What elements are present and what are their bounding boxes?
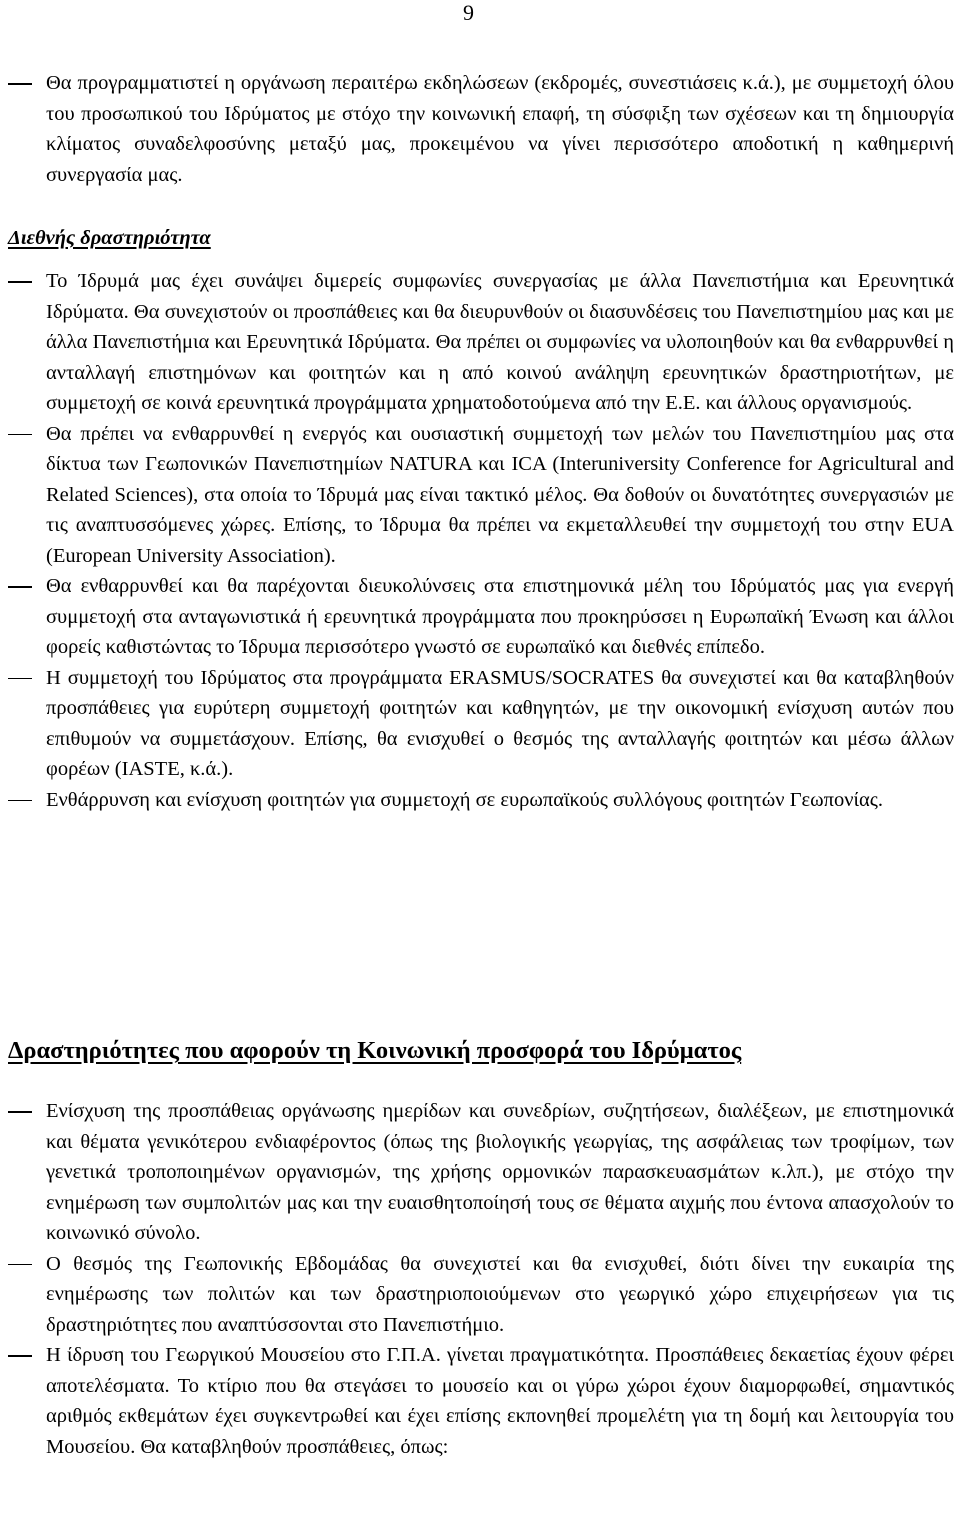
section-heading-international: Διεθνής δραστηριότητα bbox=[8, 227, 211, 249]
bullet-text: Ο θεσμός της Γεωπονικής Εβδομάδας θα συνεχιστεί και θα ενισχυθεί, διότι δίνει την ευκαιρία της ενημέρωσης των πολιτών και των δραστηριοποιούμενων στο γεωργικό χώρο επιχειρήσεων για τις δραστηριότητες που αναπτύσσονται στο Πανεπιστήμιο. bbox=[46, 1252, 954, 1336]
social-section bbox=[8, 1096, 954, 1462]
social-bullet-list bbox=[8, 1096, 954, 1462]
intro-bullet-list bbox=[8, 68, 954, 190]
intro-section bbox=[8, 68, 954, 190]
page-number: 9 bbox=[463, 0, 474, 25]
list-item bbox=[8, 1340, 954, 1462]
list-item bbox=[8, 785, 954, 816]
bullet-text: Θα πρέπει να ενθαρρυνθεί η ενεργός και ουσιαστική συμμετοχή των μελών του Πανεπιστημίου μας στα δίκτυα των Γεωπονικών Πανεπιστημίων NATURA και ICA (Interuniversity Conference for Agricultural and Related Sciences), στα οποία το Ίδρυμά μας είναι τακτικό μέλος. Θα δοθούν οι δυνατότητες συνεργασιών με τις αναπτυσσόμενες χώρες. Επίσης, το Ίδρυμα θα πρέπει να εκμεταλλευθεί την συμμετοχή του στην EUA (European University Association). bbox=[46, 422, 954, 567]
list-item bbox=[8, 1096, 954, 1249]
international-bullet-list bbox=[8, 266, 954, 815]
list-item bbox=[8, 68, 954, 190]
bullet-text: Θα προγραμματιστεί η οργάνωση περαιτέρω εκδηλώσεων (εκδρομές, συνεστιάσεις κ.ά.), με συμμετοχή όλου του προσωπικού του Ιδρύματος με στόχο την κοινωνική επαφή, τη σύσφιξη των σχέσεων και τη δημιουργία κλίματος συναδελφοσύνης μεταξύ μας, προκειμένου να γίνει περισσότερο αποδοτική η καθημερινή συνεργασία μας. bbox=[46, 72, 954, 186]
list-item bbox=[8, 419, 954, 572]
international-section bbox=[8, 266, 954, 815]
list-item bbox=[8, 266, 954, 419]
bullet-text: Θα ενθαρρυνθεί και θα παρέχονται διευκολύνσεις στα επιστημονικά μέλη του Ιδρύματός μας για ενεργή συμμετοχή στα ανταγωνιστικά ή ερευνητικά προγράμματα που προκηρύσσει η Ευρωπαϊκή Ένωση και άλλοι φορείς καθιστώντας το Ίδρυμα περισσότερο γνωστό σε ευρωπαϊκό και διεθνές επίπεδο. bbox=[46, 575, 954, 658]
list-item bbox=[8, 663, 954, 785]
section-heading-social: Δραστηριότητες που αφορούν τη Κοινωνική προσφορά του Ιδρύματος bbox=[8, 1037, 742, 1064]
list-item bbox=[8, 571, 954, 663]
list-item bbox=[8, 1249, 954, 1341]
bullet-text: Ενίσχυση της προσπάθειας οργάνωσης ημερίδων και συνεδρίων, συζητήσεων, διαλέξεων, με επιστημονικά και θέματα γενικότερου ενδιαφέροντος (όπως της βιολογικής γεωργίας, της ασφάλειας των τροφίμων, των γενετικά τροποποιημένων οργανισμών, της χρήσης ορμονικών παρασκευασμάτων κ.λπ.), με στόχο την ενημέρωση των συμπολιτών μας και την ευαισθητοποίησή τους σε θέματα αιχμής που έντονα απασχολούν το κοινωνικό σύνολο. bbox=[46, 1100, 954, 1244]
bullet-text: Ενθάρρυνση και ενίσχυση φοιτητών για συμμετοχή σε ευρωπαϊκούς συλλόγους φοιτητών Γεωπονίας. bbox=[46, 788, 884, 811]
bullet-text: Το Ίδρυμά μας έχει συνάψει διμερείς συμφωνίες συνεργασίας με άλλα Πανεπιστήμια και Ερευνητικά Ιδρύματα. Θα συνεχιστούν οι προσπάθειες και θα διευρυνθούν οι διασυνδέσεις του Πανεπιστημίου μας και με άλλα Πανεπιστήμια και Ερευνητικά Ιδρύματα. Θα πρέπει οι συμφωνίες να υλοποιηθούν και θα ενθαρρυνθεί η ανταλλαγή επιστημόνων και φοιτητών και η από κοινού ανάληψη ερευνητικών δραστηριοτήτων, με συμμετοχή σε κοινά ερευνητικά προγράμματα χρηματοδοτούμενα από την Ε.Ε. και άλλους οργανισμούς. bbox=[46, 270, 954, 414]
bullet-text: Η συμμετοχή του Ιδρύματος στα προγράμματα ERASMUS/SOCRATES θα συνεχιστεί και θα καταβληθούν προσπάθειες για ευρύτερη συμμετοχή φοιτητών και καθηγητών, με την οικονομική ενίσχυση αυτών που επιθυμούν να συμμετάσχουν. Επίσης, θα ενισχυθεί ο θεσμός της ανταλλαγής φοιτητών και μέσω άλλων φορέων (IASTE, κ.ά.). bbox=[46, 666, 954, 780]
bullet-text: Η ίδρυση του Γεωργικού Μουσείου στο Γ.Π.Α. γίνεται πραγματικότητα. Προσπάθειες δεκαετίας έχουν φέρει αποτελέσματα. Το κτίριο που θα στεγάσει το μουσείο και οι γύρω χώροι έχουν διαμορφωθεί, σημαντικός αριθμός εκθεμάτων έχει συγκεντρωθεί και έχει επίσης εκπονηθεί προμελέτη για τη δομή και λειτουργία του Μουσείου. Θα καταβληθούν προσπάθειες, όπως: bbox=[46, 1344, 954, 1458]
